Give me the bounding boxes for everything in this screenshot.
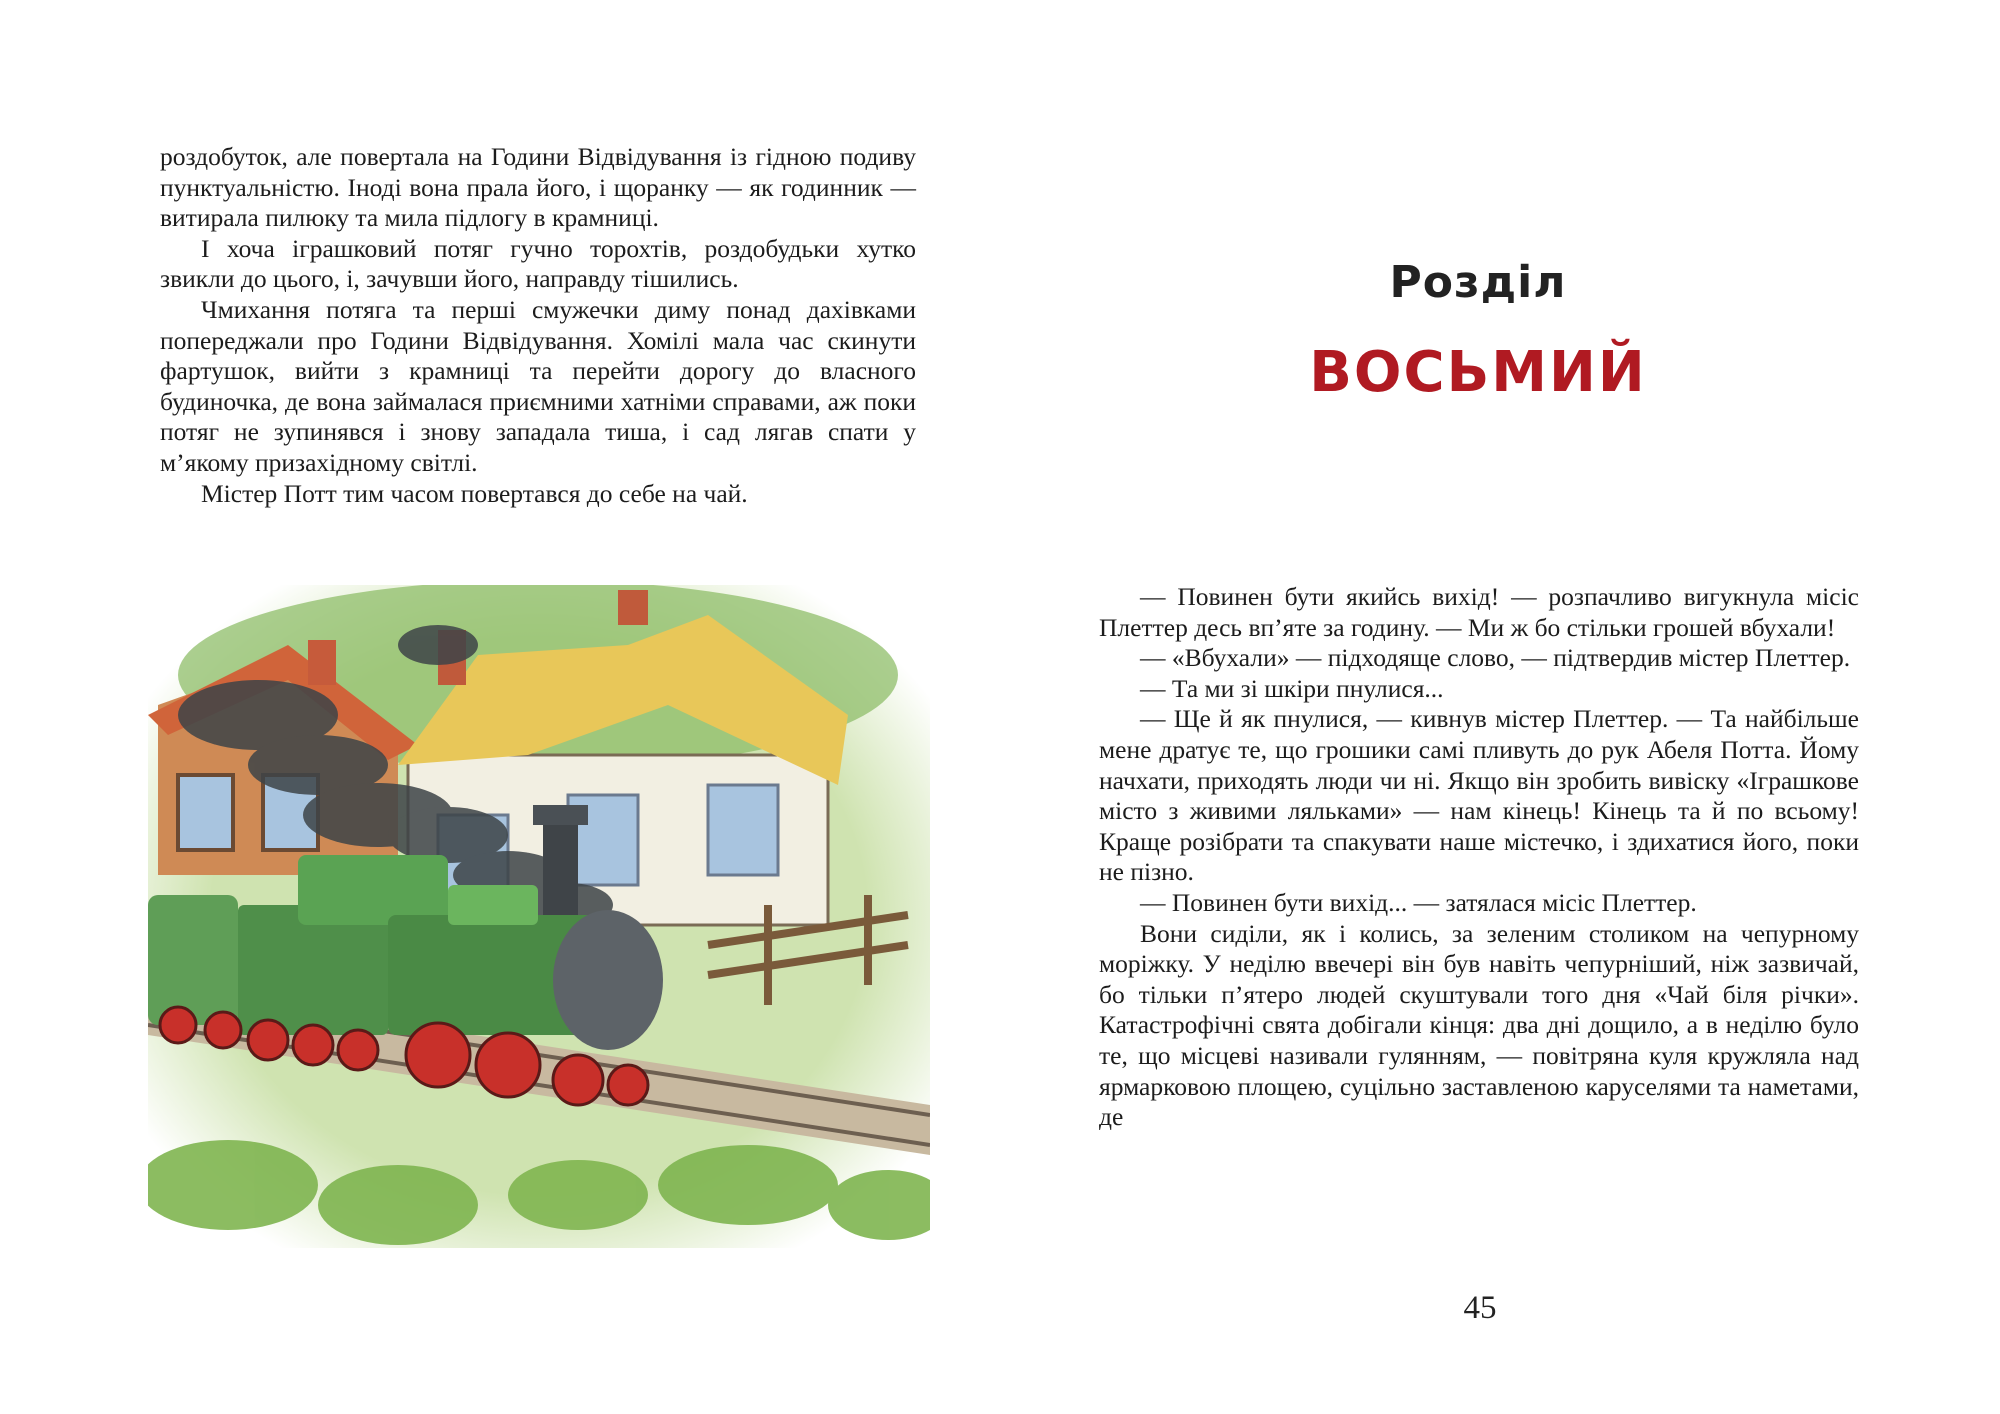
- train-illustration: [148, 585, 930, 1248]
- paragraph: — «Вбухали» — підходяще слово, — підтвердив містер Плеттер.: [1140, 643, 1851, 673]
- page-number: 45: [1463, 1290, 1497, 1326]
- paragraph: — Ще й як пнулися, — кивнув містер Плеттер. — Та найбільше мене дратує те, що грошики самі пливуть до рук Абеля Потта. Йому начхати, приходять люди чи ні. Якщо він зробить вивіску «Іграшкове місто з живими ляльками» — нам кінець! Кінець та й по всьому! Краще розібрати та спакувати наше містечко, і здихатися його, поки не пізно.: [1099, 704, 1859, 887]
- paragraph: — Повинен бути вихід... — затялася місіс Плеттер.: [1140, 887, 1697, 917]
- paragraph: — Та ми зі шкіри пнулися...: [1140, 673, 1444, 703]
- paragraph: Вони сиділи, як і колись, за зеленим столиком на чепурному моріжку. У неділю ввечері він був навіть чепурніший, ніж зазвичай, бо тільки п’ятеро людей скуштували того дня «Чай біля річки». Катастрофічні свята добігали кінця: два дні дощило, а в неділю було те, що місцеві називали гулянням, — повітряна куля кружляла над ярмарковою площею, суцільно заставленою каруселями та наметами, де: [1099, 918, 1859, 1132]
- paragraph: Чмихання потяга та перші смужечки диму понад дахівками попереджали про Години Відвідування. Хомілі мала час скинути фартушок, вийти з крамниці та перейти дорогу до власного будиночка, де вона займалася приємними хатніми справами, аж поки потяг не зупинявся і знову западала тиша, і сад лягав спати у м’якому призахідному світлі.: [160, 294, 916, 477]
- right-page-body: [1099, 582, 1859, 1133]
- paragraph: І хоча іграшковий потяг гучно торохтів, роздобудьки хутко звикли до цього, і, зачувши його, направду тішились.: [160, 233, 916, 294]
- chapter-title-box: [1068, 60, 1888, 565]
- left-page-text: [160, 142, 916, 509]
- chapter-label: Розділ: [1389, 257, 1567, 308]
- paragraph: роздобуток, але повертала на Години Відвідування із гідною подиву пунктуальністю. Іноді вона прала його, і щоранку — як годинник — витирала пилюку та мила підлогу в крамниці.: [160, 142, 916, 233]
- chapter-number: ВОСЬМИЙ: [1309, 340, 1647, 405]
- paragraph: Містер Потт тим часом повертався до себе на чай.: [201, 478, 748, 508]
- paragraph: — Повинен бути якийсь вихід! — розпачливо вигукнула місіс Плеттер десь вп’яте за годину. — Ми ж бо стільки грошей вбухали!: [1099, 582, 1859, 642]
